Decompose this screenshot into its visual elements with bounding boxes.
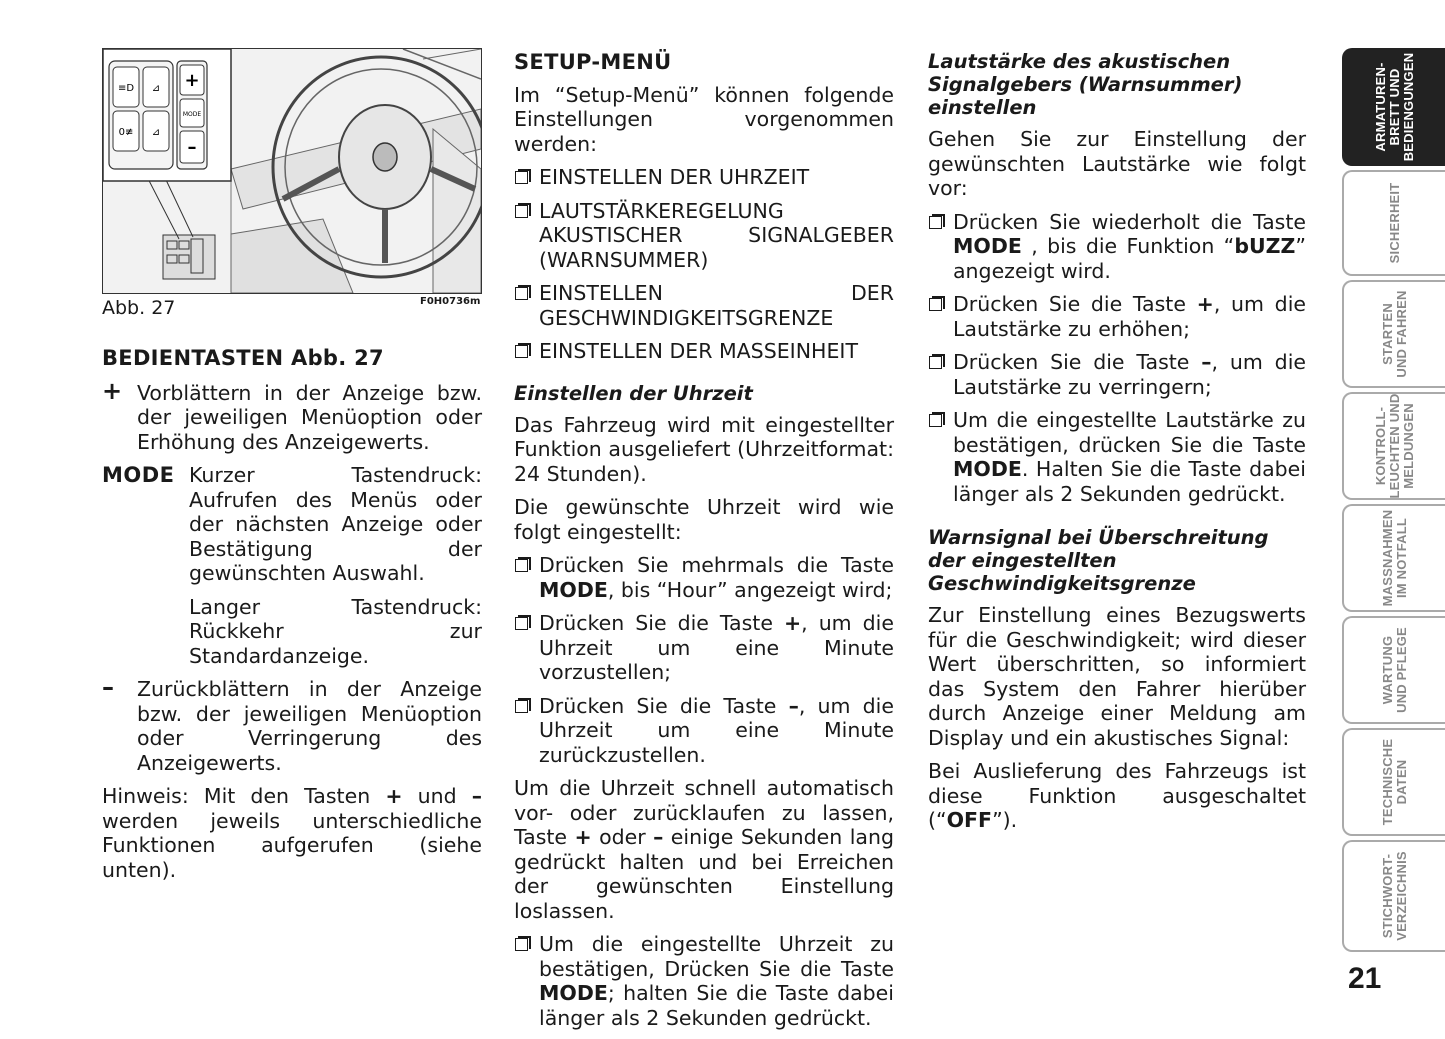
mode-text: Kurzer Tastendruck: Aufrufen des Menüs oder der nächsten Anzeige oder Bestätigung der gewünschten Auswahl.: [189, 463, 482, 585]
uhrzeit-p3: Um die Uhrzeit schnell automatisch vor- oder zurücklaufen zu lassen, Taste + oder – einige Sekunden lang gedrückt halten und bei Erreichen der gewünschten Einstellung loslassen.: [514, 776, 894, 923]
menu-item: EINSTELLEN DER UHRZEIT: [514, 165, 894, 190]
tab-armaturenbrett[interactable]: ARMATUREN- BRETT UND BEDIENGUNGEN: [1342, 48, 1445, 166]
figure-plus-key: +: [184, 70, 200, 91]
checkbox-icon: [515, 559, 528, 572]
tab-technische-daten[interactable]: TECHNISCHE DATEN: [1342, 728, 1445, 836]
step-item: Drücken Sie die Taste +, um die Lautstärke zu erhöhen;: [928, 292, 1306, 341]
tab-starten[interactable]: STARTEN UND FAHREN: [1342, 280, 1445, 388]
plus-symbol: +: [102, 376, 123, 405]
checkbox-icon: [515, 205, 528, 218]
minus-text: Zurückblättern in der Anzeige bzw. der jeweiligen Menüoption oder Verringerung des Anzeigewerts.: [137, 677, 482, 775]
tab-massnahmen[interactable]: MASSNAHMEN IM NOTFALL: [1342, 504, 1445, 612]
step-item: Drücken Sie mehrmals die Taste MODE, bis “Hour” angezeigt wird;: [514, 553, 894, 602]
subheading-lautstaerke: Lautstärke des akustischen Signalgebers (Warnsummer) einstellen: [928, 50, 1243, 119]
figure-mode-key: MODE: [182, 111, 202, 118]
checkbox-icon: [929, 298, 942, 311]
column-1: [102, 346, 482, 891]
dashboard-illustration: [103, 49, 481, 293]
menu-item: EINSTELLEN DER GESCHWINDIGKEITSGRENZE: [514, 281, 894, 330]
hint-paragraph: Hinweis: Mit den Tasten + und – werden jeweils unterschiedliche Funktionen aufgerufen (siehe unten).: [102, 784, 482, 882]
column-3: [928, 42, 1306, 842]
tab-kontrollleuchten[interactable]: KONTROLL- LEUCHTEN UND MELDUNGEN: [1342, 392, 1445, 500]
subheading-warnsignal: Warnsignal bei Überschreitung der eingestellten Geschwindigkeitsgrenze: [928, 526, 1269, 595]
mode-symbol: MODE: [102, 463, 175, 487]
mode-key-description: [102, 463, 482, 586]
checkbox-icon: [929, 414, 942, 427]
step-item: Drücken Sie wiederholt die Taste MODE , bis die Funktion “bUZZ” angezeigt wird.: [928, 210, 1306, 284]
lautstaerke-p1: Gehen Sie zur Einstellung der gewünschten Lautstärke wie folgt vor:: [928, 127, 1306, 200]
step-item: Drücken Sie die Taste –, um die Uhrzeit um eine Minute zurückzustellen.: [514, 694, 894, 768]
checkbox-icon: [515, 938, 528, 951]
checkbox-icon: [515, 171, 528, 184]
checkbox-icon: [929, 216, 942, 229]
figure-code: F0H0736m: [420, 296, 481, 307]
step-item: Drücken Sie die Taste +, um die Uhrzeit um eine Minute vorzustellen;: [514, 611, 894, 685]
plus-key-description: [102, 376, 482, 455]
step-item: Um die eingestellte Uhrzeit zu bestätigen, Drücken Sie die Taste MODE; halten Sie die Taste dabei länger als 2 Sekunden gedrückt.: [514, 932, 894, 1030]
plus-text: Vorblättern in der Anzeige bzw. der jeweiligen Menüoption oder Erhöhung des Anzeigewerts.: [137, 380, 482, 454]
step-item: Drücken Sie die Taste –, um die Lautstärke zu verringern;: [928, 350, 1306, 399]
step-item: Um die eingestellte Lautstärke zu bestätigen, drücken Sie die Taste MODE. Halten Sie die Taste dabei länger als 2 Sekunden gedrückt.: [928, 408, 1306, 506]
mode-long-text: Langer Tastendruck: Rückkehr zur Standardanzeige.: [189, 594, 482, 668]
page-number: 21: [1348, 962, 1382, 995]
dashboard-figure: [102, 48, 482, 294]
subheading-uhrzeit: Einstellen der Uhrzeit: [514, 381, 753, 405]
section-heading-bedientasten: BEDIENTASTEN Abb. 27: [102, 346, 384, 370]
checkbox-icon: [929, 356, 942, 369]
tab-sicherheit[interactable]: SICHERHEIT: [1342, 170, 1445, 276]
figure-minus-key: –: [187, 137, 197, 158]
minus-key-description: [102, 673, 482, 775]
tab-wartung[interactable]: WARTUNG UND PFLEGE: [1342, 616, 1445, 724]
svg-text:⊿: ⊿: [151, 127, 161, 138]
warnsignal-p3: Bei Auslieferung des Fahrzeugs ist diese Funktion ausgeschaltet (“OFF”).: [928, 759, 1306, 832]
tab-stichwort[interactable]: STICHWORT- VERZEICHNIS: [1342, 840, 1445, 952]
uhrzeit-p2: Die gewünschte Uhrzeit wird wie folgt eingestellt:: [514, 495, 894, 544]
svg-text:0≢: 0≢: [118, 127, 134, 138]
section-heading-setup: SETUP-MENÜ: [514, 50, 672, 74]
checkbox-icon: [515, 287, 528, 300]
checkbox-icon: [515, 617, 528, 630]
svg-text:≡D: ≡D: [117, 83, 135, 94]
checkbox-icon: [515, 700, 528, 713]
figure-label: Abb. 27: [102, 297, 176, 319]
minus-symbol: –: [102, 673, 114, 701]
checkbox-icon: [515, 345, 528, 358]
setup-intro: Im “Setup-Menü” können folgende Einstellungen vorgenommen werden:: [514, 82, 894, 156]
column-2: [514, 42, 894, 1039]
svg-text:⊿: ⊿: [151, 83, 161, 94]
menu-item: LAUTSTÄRKEREGELUNG AKUSTISCHER SIGNALGEBER (WARNSUMMER): [514, 199, 894, 273]
menu-item: EINSTELLEN DER MASSEINHEIT: [514, 339, 894, 364]
warnsignal-p2: Zur Einstellung eines Bezugswerts für die Geschwindigkeit; wird dieser Wert überschritten, so informiert das System den Fahrer hierüber durch Anzeige einer Meldung am Display und ein akustisches Signal:: [928, 603, 1306, 750]
uhrzeit-p1: Das Fahrzeug wird mit eingestellter Funktion ausgeliefert (Uhrzeitformat: 24 Stunden).: [514, 412, 894, 486]
